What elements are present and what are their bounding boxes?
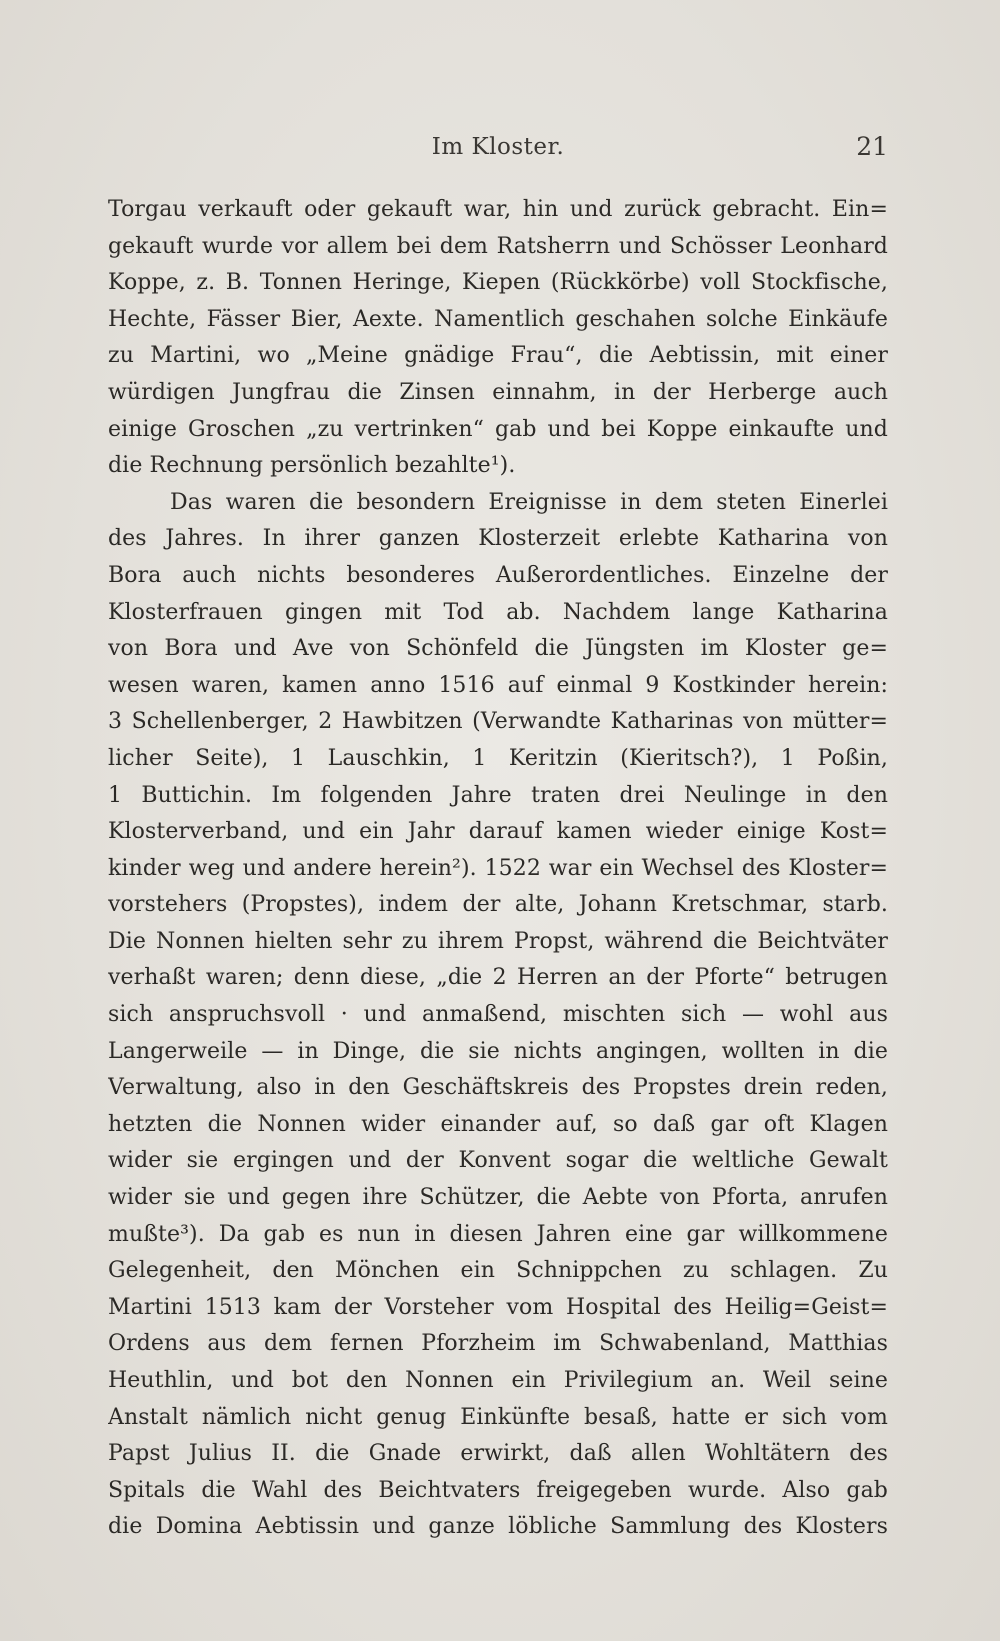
text-line: Langerweile — in Dinge, die sie nichts angingen, wollten in die	[108, 1038, 888, 1064]
text-line: Klosterfrauen gingen mit Tod ab. Nachdem lange Katharina	[108, 599, 888, 625]
text-line: verhaßt waren; denn diese, „die 2 Herren an der Pforte“ betrugen	[108, 965, 888, 991]
running-head	[108, 134, 888, 170]
text-line: sich anspruchsvoll · und anmaßend, mischten sich — wohl aus	[108, 1002, 888, 1028]
text-line: einige Groschen „zu vertrinken“ gab und bei Koppe einkaufte und	[108, 416, 888, 442]
text-line: Hechte, Fässer Bier, Aexte. Namentlich geschahen solche Einkäufe	[108, 306, 888, 332]
text-line: vorstehers (Propstes), indem der alte, Johann Kretschmar, starb.	[108, 892, 888, 918]
text-line: Das waren die besondern Ereignisse in dem steten Einerlei	[170, 489, 888, 515]
text-line: mußte³). Da gab es nun in diesen Jahren eine gar willkommene	[108, 1221, 888, 1247]
text-line: von Bora und Ave von Schönfeld die Jüngsten im Kloster ge=	[108, 636, 888, 662]
text-line: Torgau verkauft oder gekauft war, hin und zurück gebracht. Ein=	[108, 197, 888, 222]
text-line: würdigen Jungfrau die Zinsen einnahm, in der Herberge auch	[108, 379, 888, 405]
text-line: zu Martini, wo „Meine gnädige Frau“, die Aebtissin, mit einer	[108, 343, 888, 369]
text-line: Papst Julius II. die Gnade erwirkt, daß allen Wohltätern des	[108, 1441, 888, 1467]
text-line: des Jahres. In ihrer ganzen Klosterzeit erlebte Katharina von	[108, 526, 888, 552]
text-line: kinder weg und andere herein²). 1522 war ein Wechsel des Kloster=	[108, 855, 888, 881]
text-line: 3 Schellenberger, 2 Hawbitzen (Verwandte Katharinas von mütter=	[108, 709, 888, 735]
text-line: wider sie ergingen und der Konvent sogar die weltliche Gewalt	[108, 1148, 888, 1174]
text-line: Martini 1513 kam der Vorsteher vom Hospital des Heilig=Geist=	[108, 1294, 888, 1320]
text-line: Die Nonnen hielten sehr zu ihrem Propst, während die Beichtväter	[108, 928, 888, 954]
text-line: 1 Buttichin. Im folgenden Jahre traten drei Neulinge in den	[108, 782, 888, 808]
text-line: wesen waren, kamen anno 1516 auf einmal 9 Kostkinder herein:	[108, 672, 888, 698]
body-text	[108, 192, 888, 1546]
text-line: licher Seite), 1 Lauschkin, 1 Keritzin (Kieritsch?), 1 Poßin,	[108, 745, 888, 771]
text-line: Anstalt nämlich nicht genug Einkünfte besaß, hatte er sich vom	[108, 1404, 888, 1430]
running-title: Im Kloster.	[431, 134, 565, 160]
text-line: Koppe, z. B. Tonnen Heringe, Kiepen (Rückkörbe) voll Stockfische,	[108, 270, 888, 296]
text-line: Klosterverband, und ein Jahr darauf kamen wieder einige Kost=	[108, 819, 888, 845]
text-line: Verwaltung, also in den Geschäftskreis des Propstes drein reden,	[108, 1075, 888, 1101]
text-line: hetzten die Nonnen wider einander auf, so daß gar oft Klagen	[108, 1111, 888, 1137]
text-line: Ordens aus dem fernen Pforzheim im Schwabenland, Matthias	[108, 1331, 888, 1357]
text-line: wider sie und gegen ihre Schützer, die Aebte von Pforta, anrufen	[108, 1185, 888, 1211]
text-line: die Domina Aebtissin und ganze löbliche Sammlung des Klosters	[108, 1514, 888, 1540]
page-number: 21	[856, 132, 888, 161]
text-line: Gelegenheit, den Mönchen ein Schnippchen zu schlagen. Zu	[108, 1258, 888, 1284]
text-line: Spitals die Wahl des Beichtvaters freigegeben wurde. Also gab	[108, 1477, 888, 1503]
text-line: Heuthlin, und bot den Nonnen ein Privilegium an. Weil seine	[108, 1368, 888, 1393]
text-line: Bora auch nichts besonderes Außerordentliches. Einzelne der	[108, 562, 888, 588]
text-line: die Rechnung persönlich bezahlte¹).	[108, 453, 516, 479]
text-line: gekauft wurde vor allem bei dem Ratsherrn und Schösser Leonhard	[108, 233, 888, 259]
